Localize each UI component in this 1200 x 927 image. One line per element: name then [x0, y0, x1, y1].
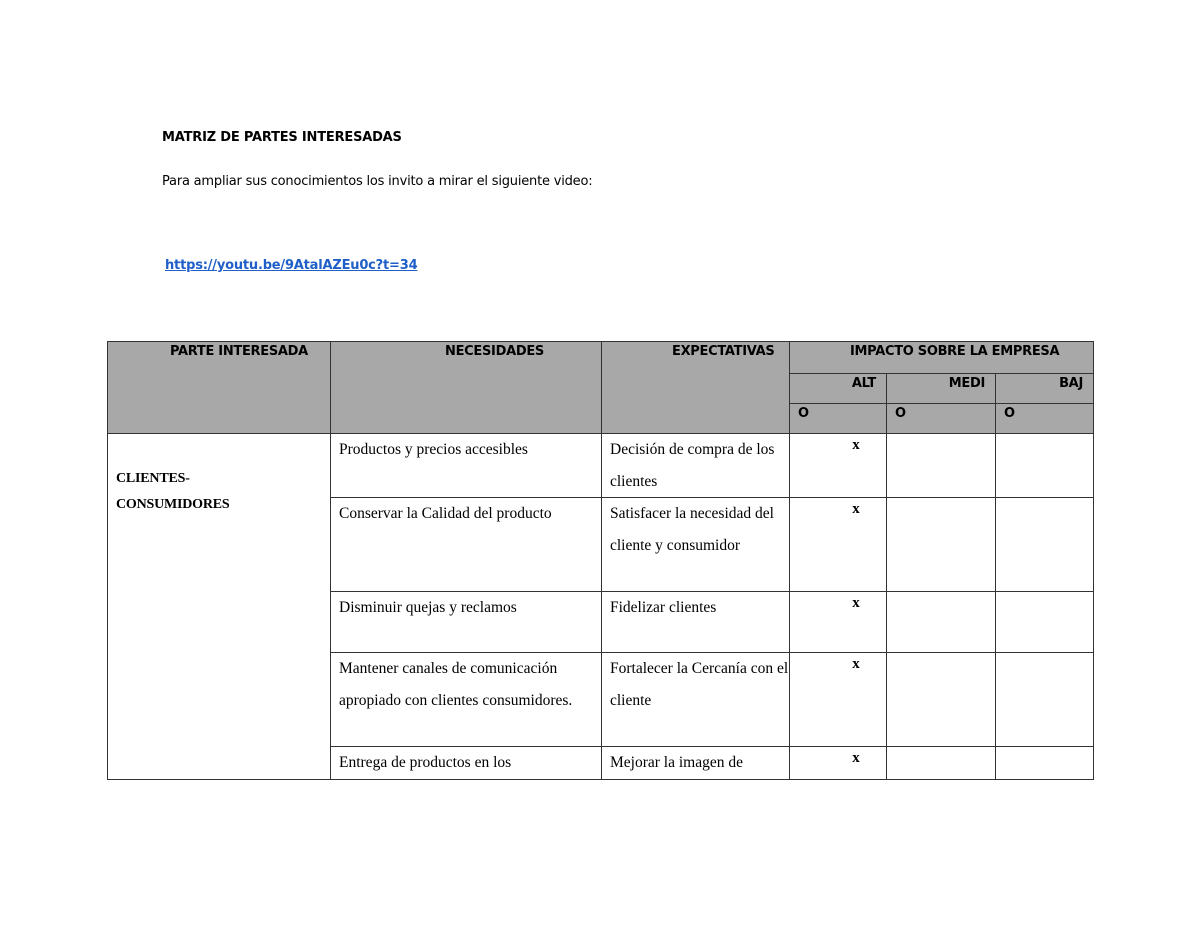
video-link[interactable]: https://youtu.be/9AtalAZEu0c?t=34 — [165, 258, 418, 273]
header-expectativas: EXPECTATIVAS — [602, 342, 790, 434]
table-row — [108, 434, 1094, 498]
necesidad-cell: Mantener canales de comunicación apropiado con clientes consumidores. — [331, 653, 602, 747]
alto-mark: x — [790, 498, 887, 592]
party-cell — [108, 434, 331, 780]
party-label-line2: CONSUMIDORES — [116, 497, 230, 513]
header-alto-suffix: O — [790, 404, 887, 434]
medio-cell — [887, 592, 996, 653]
expectativa-cell: Fortalecer la Cercanía con el cliente — [602, 653, 790, 747]
necesidad-cell: Conservar la Calidad del producto — [331, 498, 602, 592]
bajo-cell — [996, 498, 1094, 592]
intro-text: Para ampliar sus conocimientos los invito a mirar el siguiente video: — [162, 174, 593, 189]
necesidad-cell: Disminuir quejas y reclamos — [331, 592, 602, 653]
necesidad-cell: Productos y precios accesibles — [331, 434, 602, 498]
header-bajo: BAJ — [996, 374, 1094, 404]
necesidad-cell: Entrega de productos en los — [331, 747, 602, 780]
medio-cell — [887, 747, 996, 780]
header-medio: MEDI — [887, 374, 996, 404]
expectativa-cell: Satisfacer la necesidad del cliente y consumidor — [602, 498, 790, 592]
bajo-cell — [996, 434, 1094, 498]
bajo-cell — [996, 653, 1094, 747]
bajo-cell — [996, 747, 1094, 780]
header-impacto: IMPACTO SOBRE LA EMPRESA — [790, 342, 1094, 374]
document-title: MATRIZ DE PARTES INTERESADAS — [162, 130, 402, 145]
medio-cell — [887, 434, 996, 498]
expectativa-cell: Fidelizar clientes — [602, 592, 790, 653]
alto-mark: x — [790, 653, 887, 747]
stakeholder-matrix — [107, 341, 1094, 780]
medio-cell — [887, 498, 996, 592]
medio-cell — [887, 653, 996, 747]
alto-mark: x — [790, 747, 887, 780]
header-parte-interesada: PARTE INTERESADA — [108, 342, 331, 434]
header-alto: ALT — [790, 374, 887, 404]
alto-mark: x — [790, 434, 887, 498]
header-necesidades: NECESIDADES — [331, 342, 602, 434]
party-label-line1: CLIENTES- — [116, 471, 190, 487]
header-medio-suffix: O — [887, 404, 996, 434]
expectativa-cell: Decisión de compra de los clientes — [602, 434, 790, 498]
bajo-cell — [996, 592, 1094, 653]
expectativa-cell: Mejorar la imagen de — [602, 747, 790, 780]
header-bajo-suffix: O — [996, 404, 1094, 434]
alto-mark: x — [790, 592, 887, 653]
